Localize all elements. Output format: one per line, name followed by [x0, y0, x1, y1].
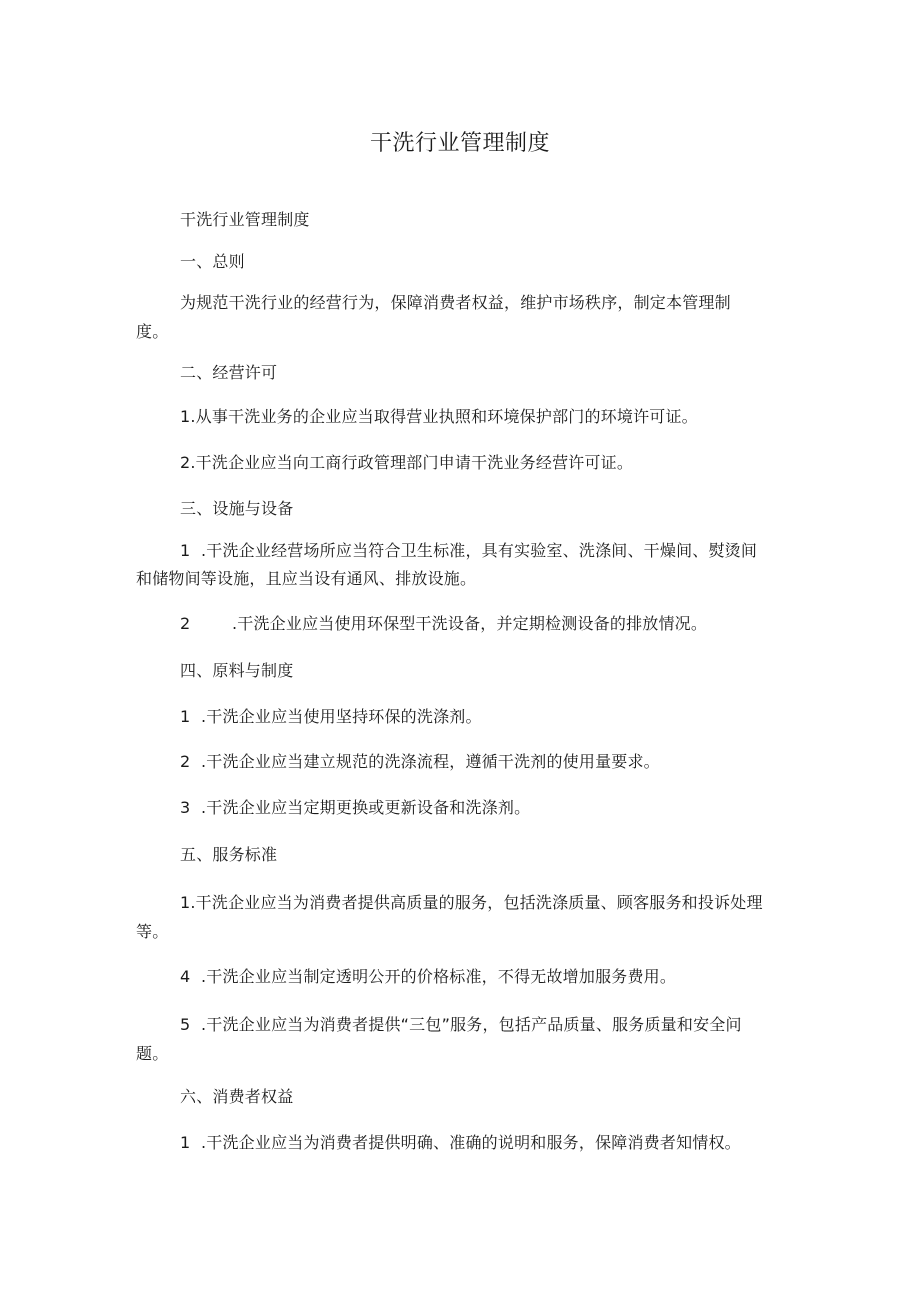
- materials-item-1-number: 1: [180, 707, 191, 726]
- document-subtitle: 干洗行业管理制度: [180, 210, 310, 229]
- section-heading-consumer-rights: 六、消费者权益: [180, 1087, 294, 1106]
- facilities-item-2-text: .干洗企业应当使用环保型干洗设备，并定期检测设备的排放情况。: [232, 614, 708, 633]
- paragraph-general-line1: 为规范干洗行业的经营行为，保障消费者权益，维护市场秩序，制定本管理制: [180, 293, 731, 312]
- document-title: 干洗行业管理制度: [369, 131, 550, 156]
- section-heading-service: 五、服务标准: [180, 845, 278, 864]
- materials-item-3-number: 3: [180, 798, 191, 817]
- materials-item-2-number: 2: [180, 752, 191, 771]
- section-heading-facilities: 三、设施与设备: [180, 499, 294, 518]
- service-item-5-number: 5: [180, 1015, 191, 1034]
- section-heading-general: 一、总则: [180, 252, 245, 271]
- license-item-1: 1.从事干洗业务的企业应当取得营业执照和环境保护部门的环境许可证。: [180, 407, 698, 426]
- materials-item-1-text: .干洗企业应当使用坚持环保的洗涤剂。: [201, 707, 482, 726]
- materials-item-2-text: .干洗企业应当建立规范的洗涤流程，遵循干洗剂的使用量要求。: [201, 752, 660, 771]
- materials-item-3-text: .干洗企业应当定期更换或更新设备和洗涤剂。: [201, 798, 531, 817]
- facilities-item-1-number: 1: [180, 541, 191, 560]
- service-item-5-line2: 题。: [136, 1044, 169, 1063]
- consumer-rights-item-1-text: .干洗企业应当为消费者提供明确、准确的说明和服务，保障消费者知情权。: [201, 1133, 741, 1152]
- paragraph-general-line2: 度。: [136, 322, 169, 341]
- facilities-item-1-line2: 和储物间等设施，且应当设有通风、排放设施。: [136, 569, 477, 588]
- service-item-4-text: .干洗企业应当制定透明公开的价格标准，不得无故增加服务费用。: [201, 967, 677, 986]
- section-heading-materials: 四、原料与制度: [180, 661, 294, 680]
- facilities-item-2-number: 2: [180, 614, 191, 633]
- consumer-rights-item-1-number: 1: [180, 1133, 191, 1152]
- service-item-1-line2: 等。: [136, 922, 169, 941]
- license-item-2: 2.干洗企业应当向工商行政管理部门申请干洗业务经营许可证。: [180, 453, 634, 472]
- service-item-5-line1: .干洗企业应当为消费者提供“三包”服务，包括产品质量、服务质量和安全问: [201, 1015, 742, 1034]
- facilities-item-1-line1: .干洗企业经营场所应当符合卫生标准，具有实验室、洗涤间、干燥间、熨烫间: [201, 541, 758, 560]
- service-item-4-number: 4: [180, 967, 191, 986]
- service-item-1-line1: 1.干洗企业应当为消费者提供高质量的服务，包括洗涤质量、顾客服务和投诉处理: [180, 893, 763, 912]
- section-heading-license: 二、经营许可: [180, 363, 278, 382]
